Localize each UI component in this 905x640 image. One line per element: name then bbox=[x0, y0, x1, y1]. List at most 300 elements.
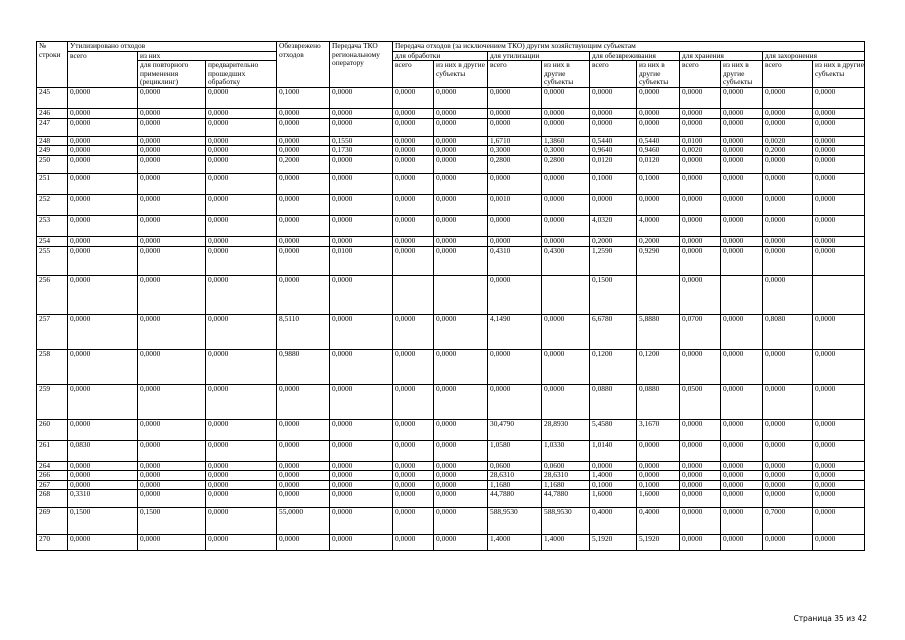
value-cell: 0,0000 bbox=[434, 384, 488, 419]
header-no-sign: № bbox=[39, 41, 47, 50]
value-cell: 0,7000 bbox=[763, 508, 813, 535]
value-cell: 0,0000 bbox=[393, 461, 434, 471]
value-cell: 4,0000 bbox=[637, 215, 680, 236]
value-cell: 0,4000 bbox=[590, 508, 637, 535]
value-cell: 0,0000 bbox=[680, 215, 721, 236]
value-cell: 0,0000 bbox=[763, 173, 813, 194]
value-cell: 0,0000 bbox=[330, 508, 393, 535]
value-cell: 0,0000 bbox=[542, 349, 590, 384]
value-cell: 0,0000 bbox=[277, 471, 330, 481]
value-cell: 0,0880 bbox=[637, 384, 680, 419]
value-cell: 0,0000 bbox=[813, 146, 865, 156]
value-cell: 1,3860 bbox=[542, 136, 590, 146]
value-cell: 0,0000 bbox=[393, 314, 434, 349]
value-cell: 0,0000 bbox=[393, 440, 434, 461]
value-cell: 0,0000 bbox=[721, 236, 763, 246]
value-cell: 0,0000 bbox=[330, 275, 393, 314]
value-cell: 0,0000 bbox=[330, 461, 393, 471]
table-row bbox=[37, 109, 865, 119]
value-cell: 0,0000 bbox=[393, 173, 434, 194]
value-cell: 0,0000 bbox=[68, 146, 138, 156]
row-number-cell: 249 bbox=[37, 146, 68, 156]
value-cell: 0,0000 bbox=[206, 535, 277, 551]
value-cell: 0,0000 bbox=[763, 246, 813, 275]
value-cell: 0,0000 bbox=[330, 349, 393, 384]
header-preprocessing: предварительно прошедших обработку bbox=[206, 61, 277, 88]
value-cell: 0,0000 bbox=[721, 440, 763, 461]
value-cell: 0,0000 bbox=[138, 471, 206, 481]
header-tko-transfer: Передача ТКО региональному оператору bbox=[330, 42, 393, 88]
row-number-cell: 247 bbox=[37, 118, 68, 136]
value-cell: 0,0000 bbox=[590, 118, 637, 136]
value-cell: 0,0000 bbox=[542, 314, 590, 349]
value-cell: 1,0140 bbox=[590, 440, 637, 461]
value-cell: 0,1000 bbox=[590, 173, 637, 194]
value-cell: 0,0020 bbox=[680, 146, 721, 156]
row-number-cell: 269 bbox=[37, 508, 68, 535]
value-cell: 0,0000 bbox=[488, 109, 542, 119]
value-cell: 0,0000 bbox=[68, 236, 138, 246]
value-cell: 0,0000 bbox=[721, 155, 763, 173]
value-cell: 0,0000 bbox=[721, 314, 763, 349]
value-cell: 5,4580 bbox=[590, 419, 637, 440]
value-cell: 0,0000 bbox=[721, 146, 763, 156]
value-cell: 0,1200 bbox=[637, 349, 680, 384]
row-number-cell: 260 bbox=[37, 419, 68, 440]
row-number-cell: 256 bbox=[37, 275, 68, 314]
value-cell: 0,0000 bbox=[434, 508, 488, 535]
value-cell: 0,0000 bbox=[763, 275, 813, 314]
value-cell: 0,0000 bbox=[68, 480, 138, 490]
table-row bbox=[37, 88, 865, 109]
row-number-cell: 248 bbox=[37, 136, 68, 146]
header-burial-others: из них в другие субъекты bbox=[813, 61, 865, 88]
value-cell: 0,0000 bbox=[590, 109, 637, 119]
value-cell: 1,1680 bbox=[542, 480, 590, 490]
value-cell: 0,0000 bbox=[330, 384, 393, 419]
value-cell: 0,0000 bbox=[206, 88, 277, 109]
value-cell: 4,1490 bbox=[488, 314, 542, 349]
table-row bbox=[37, 236, 865, 246]
table-row bbox=[37, 508, 865, 535]
value-cell: 0,0000 bbox=[330, 236, 393, 246]
table-row bbox=[37, 215, 865, 236]
value-cell: 0,0000 bbox=[277, 246, 330, 275]
value-cell: 0,0000 bbox=[330, 194, 393, 215]
value-cell: 0,0000 bbox=[138, 118, 206, 136]
value-cell: 0,0010 bbox=[488, 194, 542, 215]
header-row-3 bbox=[37, 61, 865, 88]
value-cell: 0,0000 bbox=[330, 215, 393, 236]
value-cell: 0,0000 bbox=[721, 136, 763, 146]
value-cell: 0,0000 bbox=[763, 440, 813, 461]
value-cell: 0,1000 bbox=[590, 480, 637, 490]
header-utilized-total: всего bbox=[68, 51, 138, 88]
value-cell: 0,0000 bbox=[393, 155, 434, 173]
value-cell: 0,4310 bbox=[488, 246, 542, 275]
value-cell: 0,0000 bbox=[680, 194, 721, 215]
value-cell: 0,0000 bbox=[680, 155, 721, 173]
header-processing-others: из них в другие субъекты bbox=[434, 61, 488, 88]
value-cell: 0,0120 bbox=[590, 155, 637, 173]
value-cell: 0,0000 bbox=[206, 480, 277, 490]
value-cell: 1,0330 bbox=[542, 440, 590, 461]
value-cell: 0,0000 bbox=[434, 109, 488, 119]
value-cell: 0,0000 bbox=[488, 173, 542, 194]
value-cell: 0,0000 bbox=[277, 109, 330, 119]
value-cell: 0,0000 bbox=[277, 490, 330, 508]
value-cell: 0,0000 bbox=[68, 384, 138, 419]
value-cell: 0,0000 bbox=[813, 118, 865, 136]
value-cell: 0,0000 bbox=[206, 508, 277, 535]
value-cell: 0,0000 bbox=[680, 461, 721, 471]
value-cell: 0,9640 bbox=[590, 146, 637, 156]
value-cell: 0,0000 bbox=[138, 136, 206, 146]
table-row bbox=[37, 246, 865, 275]
value-cell: 1,2590 bbox=[590, 246, 637, 275]
value-cell: 0,0000 bbox=[138, 88, 206, 109]
value-cell: 0,0000 bbox=[68, 173, 138, 194]
value-cell: 0,0000 bbox=[68, 535, 138, 551]
value-cell: 0,0000 bbox=[637, 118, 680, 136]
value-cell: 0,0000 bbox=[434, 471, 488, 481]
value-cell: 0,0000 bbox=[542, 194, 590, 215]
table-row bbox=[37, 146, 865, 156]
header-neutralization-others: из них в другие субъекты bbox=[637, 61, 680, 88]
value-cell: 0,0000 bbox=[763, 535, 813, 551]
value-cell: 0,0000 bbox=[813, 419, 865, 440]
value-cell: 0,0000 bbox=[813, 314, 865, 349]
table-row bbox=[37, 314, 865, 349]
table-row bbox=[37, 490, 865, 508]
value-cell: 0,0000 bbox=[542, 236, 590, 246]
value-cell: 0,0000 bbox=[393, 194, 434, 215]
value-cell: 0,0000 bbox=[488, 236, 542, 246]
value-cell: 0,9880 bbox=[277, 349, 330, 384]
value-cell: 0,0000 bbox=[763, 236, 813, 246]
value-cell: 0,0000 bbox=[68, 314, 138, 349]
value-cell: 0,0000 bbox=[277, 275, 330, 314]
value-cell: 0,0000 bbox=[434, 173, 488, 194]
value-cell: 0,1200 bbox=[590, 349, 637, 384]
value-cell: 0,0000 bbox=[393, 136, 434, 146]
value-cell: 0,0000 bbox=[813, 109, 865, 119]
value-cell: 0,0000 bbox=[206, 384, 277, 419]
value-cell: 0,0000 bbox=[393, 109, 434, 119]
value-cell: 0,0000 bbox=[637, 440, 680, 461]
value-cell: 0,0100 bbox=[680, 136, 721, 146]
row-number-cell: 246 bbox=[37, 109, 68, 119]
value-cell: 0,0000 bbox=[763, 194, 813, 215]
value-cell: 0,0000 bbox=[763, 88, 813, 109]
value-cell: 0,0000 bbox=[138, 440, 206, 461]
page-number: Страница 35 из 42 bbox=[793, 614, 867, 623]
value-cell: 0,0000 bbox=[68, 215, 138, 236]
value-cell: 0,0000 bbox=[138, 109, 206, 119]
value-cell: 0,0000 bbox=[138, 349, 206, 384]
value-cell: 0,0000 bbox=[763, 419, 813, 440]
value-cell: 0,0000 bbox=[721, 215, 763, 236]
value-cell: 0,0000 bbox=[434, 194, 488, 215]
value-cell: 0,0830 bbox=[68, 440, 138, 461]
value-cell: 0,0000 bbox=[68, 194, 138, 215]
value-cell: 0,0000 bbox=[813, 384, 865, 419]
value-cell: 0,0000 bbox=[206, 419, 277, 440]
table-row bbox=[37, 461, 865, 471]
value-cell: 0,0000 bbox=[206, 461, 277, 471]
value-cell: 0,0700 bbox=[680, 314, 721, 349]
row-number-cell: 255 bbox=[37, 246, 68, 275]
value-cell: 0,0000 bbox=[590, 88, 637, 109]
header-utilized: Утилизировано отходов bbox=[68, 42, 277, 52]
header-neutralized: Обезврежено отходов bbox=[277, 42, 330, 88]
value-cell: 0,0000 bbox=[637, 88, 680, 109]
header-storage-total: всего bbox=[680, 61, 721, 88]
value-cell: 0,0000 bbox=[138, 314, 206, 349]
value-cell: 0,0000 bbox=[680, 508, 721, 535]
value-cell: 0,0000 bbox=[434, 461, 488, 471]
value-cell: 0,0000 bbox=[393, 88, 434, 109]
row-number-cell: 253 bbox=[37, 215, 68, 236]
value-cell: 0,0000 bbox=[721, 461, 763, 471]
value-cell: 1,6000 bbox=[590, 490, 637, 508]
header-neutralization-total: всего bbox=[590, 61, 637, 88]
value-cell: 1,1680 bbox=[488, 480, 542, 490]
value-cell: 0,0000 bbox=[637, 471, 680, 481]
value-cell: 0,0000 bbox=[330, 490, 393, 508]
value-cell: 0,0000 bbox=[763, 471, 813, 481]
value-cell: 0,5440 bbox=[590, 136, 637, 146]
value-cell: 0,0000 bbox=[393, 118, 434, 136]
value-cell: 0,0000 bbox=[393, 349, 434, 384]
header-row-number bbox=[37, 42, 68, 88]
value-cell: 30,4790 bbox=[488, 419, 542, 440]
value-cell bbox=[542, 275, 590, 314]
value-cell: 0,0000 bbox=[763, 490, 813, 508]
value-cell: 0,2000 bbox=[637, 236, 680, 246]
value-cell: 0,0000 bbox=[488, 275, 542, 314]
header-transfer-other: Передача отходов (за исключением ТКО) другим хозяйствующим субъектам bbox=[393, 42, 865, 52]
value-cell: 0,0000 bbox=[721, 194, 763, 215]
table-row bbox=[37, 535, 865, 551]
value-cell: 0,0000 bbox=[434, 480, 488, 490]
table-row bbox=[37, 349, 865, 384]
value-cell: 0,0000 bbox=[206, 155, 277, 173]
row-number-cell: 257 bbox=[37, 314, 68, 349]
value-cell: 0,0000 bbox=[721, 535, 763, 551]
value-cell: 0,0000 bbox=[813, 194, 865, 215]
row-number-cell: 258 bbox=[37, 349, 68, 384]
value-cell: 0,1000 bbox=[637, 480, 680, 490]
row-number-cell: 251 bbox=[37, 173, 68, 194]
value-cell: 0,0000 bbox=[206, 136, 277, 146]
value-cell: 0,2000 bbox=[763, 146, 813, 156]
value-cell: 0,0000 bbox=[138, 236, 206, 246]
value-cell: 0,0000 bbox=[138, 384, 206, 419]
value-cell: 0,0000 bbox=[206, 146, 277, 156]
value-cell: 0,0000 bbox=[277, 118, 330, 136]
value-cell: 0,0000 bbox=[393, 508, 434, 535]
value-cell: 0,0000 bbox=[590, 194, 637, 215]
value-cell: 0,0000 bbox=[138, 490, 206, 508]
value-cell: 0,0000 bbox=[488, 215, 542, 236]
value-cell: 0,0000 bbox=[763, 384, 813, 419]
value-cell: 0,0000 bbox=[680, 118, 721, 136]
value-cell: 0,0000 bbox=[277, 535, 330, 551]
value-cell: 0,0000 bbox=[68, 461, 138, 471]
row-number-cell: 264 bbox=[37, 461, 68, 471]
row-number-cell: 270 bbox=[37, 535, 68, 551]
value-cell: 5,1920 bbox=[590, 535, 637, 551]
value-cell: 0,0000 bbox=[330, 155, 393, 173]
value-cell: 0,0000 bbox=[721, 88, 763, 109]
value-cell: 0,0000 bbox=[434, 136, 488, 146]
value-cell: 0,0000 bbox=[680, 275, 721, 314]
value-cell: 0,0000 bbox=[138, 480, 206, 490]
value-cell: 0,0000 bbox=[434, 88, 488, 109]
value-cell: 0,0000 bbox=[206, 471, 277, 481]
value-cell: 0,0000 bbox=[206, 275, 277, 314]
value-cell: 0,0000 bbox=[721, 419, 763, 440]
value-cell: 0,0100 bbox=[330, 246, 393, 275]
row-number-cell: 261 bbox=[37, 440, 68, 461]
header-for-storage: для хранения bbox=[680, 51, 763, 61]
value-cell: 28,8930 bbox=[542, 419, 590, 440]
value-cell: 0,0000 bbox=[434, 118, 488, 136]
value-cell: 0,0000 bbox=[68, 136, 138, 146]
value-cell: 0,0000 bbox=[434, 236, 488, 246]
value-cell: 0,0000 bbox=[434, 349, 488, 384]
value-cell: 44,7880 bbox=[542, 490, 590, 508]
value-cell: 0,0600 bbox=[542, 461, 590, 471]
value-cell: 0,0000 bbox=[721, 471, 763, 481]
value-cell: 0,0000 bbox=[763, 349, 813, 384]
value-cell: 0,1000 bbox=[277, 88, 330, 109]
value-cell: 0,0000 bbox=[138, 461, 206, 471]
table-row bbox=[37, 419, 865, 440]
value-cell: 0,0000 bbox=[488, 349, 542, 384]
value-cell: 0,0000 bbox=[393, 384, 434, 419]
value-cell: 0,0000 bbox=[721, 490, 763, 508]
value-cell: 0,0000 bbox=[68, 109, 138, 119]
header-processing-total: всего bbox=[393, 61, 434, 88]
value-cell: 0,0000 bbox=[680, 109, 721, 119]
value-cell: 0,0000 bbox=[763, 109, 813, 119]
value-cell: 0,0000 bbox=[68, 155, 138, 173]
value-cell: 0,3000 bbox=[488, 146, 542, 156]
header-burial-total: всего bbox=[763, 61, 813, 88]
value-cell: 1,6710 bbox=[488, 136, 542, 146]
value-cell: 0,0000 bbox=[68, 246, 138, 275]
value-cell: 0,0000 bbox=[434, 419, 488, 440]
value-cell: 0,1730 bbox=[330, 146, 393, 156]
value-cell bbox=[637, 275, 680, 314]
value-cell: 0,0000 bbox=[637, 109, 680, 119]
value-cell: 0,0000 bbox=[813, 173, 865, 194]
value-cell: 0,2800 bbox=[542, 155, 590, 173]
value-cell: 0,0000 bbox=[393, 246, 434, 275]
value-cell: 0,0000 bbox=[206, 236, 277, 246]
value-cell: 0,0000 bbox=[277, 173, 330, 194]
table-row bbox=[37, 118, 865, 136]
value-cell: 4,0320 bbox=[590, 215, 637, 236]
value-cell: 0,0000 bbox=[138, 146, 206, 156]
value-cell: 0,1500 bbox=[590, 275, 637, 314]
value-cell: 0,0000 bbox=[330, 314, 393, 349]
value-cell: 0,0000 bbox=[763, 155, 813, 173]
table-row bbox=[37, 275, 865, 314]
value-cell: 0,0000 bbox=[68, 88, 138, 109]
value-cell: 0,0000 bbox=[813, 246, 865, 275]
value-cell: 1,4000 bbox=[542, 535, 590, 551]
value-cell: 0,0000 bbox=[680, 419, 721, 440]
value-cell: 0,0000 bbox=[542, 109, 590, 119]
value-cell: 0,0000 bbox=[277, 194, 330, 215]
value-cell: 0,0000 bbox=[206, 246, 277, 275]
value-cell: 0,0000 bbox=[542, 88, 590, 109]
header-for-neutralization: для обезвреживания bbox=[590, 51, 680, 61]
value-cell: 0,0000 bbox=[813, 236, 865, 246]
row-number-cell: 245 bbox=[37, 88, 68, 109]
value-cell: 0,0000 bbox=[680, 88, 721, 109]
value-cell: 0,0000 bbox=[434, 440, 488, 461]
value-cell: 0,0000 bbox=[680, 440, 721, 461]
value-cell: 0,0000 bbox=[721, 118, 763, 136]
value-cell: 0,1500 bbox=[68, 508, 138, 535]
value-cell: 0,0000 bbox=[763, 480, 813, 490]
header-for-burial: для захоронения bbox=[763, 51, 865, 61]
value-cell: 0,0000 bbox=[393, 535, 434, 551]
header-for-utilization: для утилизации bbox=[488, 51, 590, 61]
value-cell: 0,0000 bbox=[393, 471, 434, 481]
value-cell: 0,1500 bbox=[138, 508, 206, 535]
table-row bbox=[37, 155, 865, 173]
header-reuse: для повторного применения (рециклинг) bbox=[138, 61, 206, 88]
header-utilization-total: всего bbox=[488, 61, 542, 88]
value-cell: 0,0000 bbox=[277, 419, 330, 440]
value-cell: 0,0880 bbox=[590, 384, 637, 419]
value-cell: 0,0000 bbox=[206, 314, 277, 349]
value-cell: 588,9530 bbox=[542, 508, 590, 535]
value-cell: 1,4000 bbox=[488, 535, 542, 551]
value-cell: 0,0000 bbox=[813, 155, 865, 173]
value-cell: 0,0000 bbox=[206, 490, 277, 508]
value-cell: 0,0000 bbox=[680, 236, 721, 246]
value-cell: 0,0000 bbox=[330, 173, 393, 194]
value-cell: 0,0000 bbox=[68, 118, 138, 136]
value-cell: 5,8880 bbox=[637, 314, 680, 349]
value-cell: 0,0000 bbox=[721, 480, 763, 490]
header-row-1 bbox=[37, 42, 865, 52]
value-cell: 0,0000 bbox=[590, 461, 637, 471]
value-cell: 0,0000 bbox=[277, 136, 330, 146]
value-cell: 0,0000 bbox=[813, 349, 865, 384]
value-cell: 0,0000 bbox=[393, 480, 434, 490]
value-cell: 0,0000 bbox=[813, 461, 865, 471]
value-cell: 0,0000 bbox=[138, 194, 206, 215]
value-cell: 1,4000 bbox=[590, 471, 637, 481]
value-cell: 0,0600 bbox=[488, 461, 542, 471]
value-cell: 0,0000 bbox=[277, 236, 330, 246]
value-cell: 0,0000 bbox=[680, 173, 721, 194]
value-cell: 55,0000 bbox=[277, 508, 330, 535]
value-cell: 0,0000 bbox=[138, 155, 206, 173]
value-cell: 0,0000 bbox=[138, 275, 206, 314]
value-cell: 0,0000 bbox=[68, 471, 138, 481]
value-cell: 0,2000 bbox=[590, 236, 637, 246]
value-cell: 0,0000 bbox=[206, 215, 277, 236]
table-row bbox=[37, 471, 865, 481]
